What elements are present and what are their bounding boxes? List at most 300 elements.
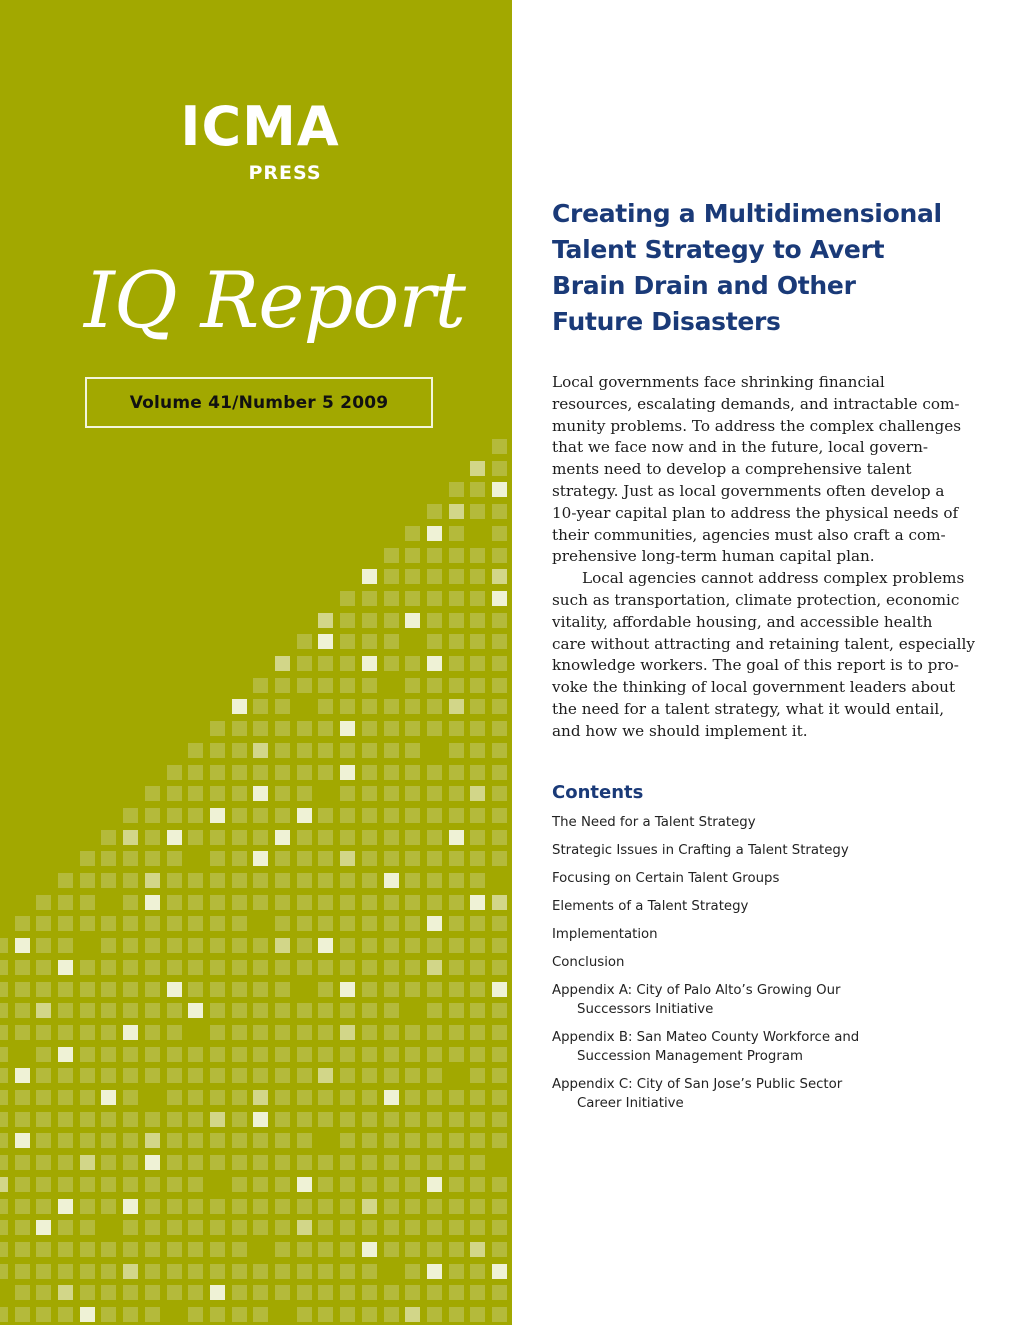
mosaic-cell (449, 721, 464, 736)
mosaic-cell (362, 613, 377, 628)
mosaic-cell (275, 830, 290, 845)
mosaic-cell (101, 1199, 116, 1214)
mosaic-cell (405, 591, 420, 606)
mosaic-cell (470, 1155, 485, 1170)
text-line: such as transportation, climate protection, economic (552, 590, 960, 609)
mosaic-cell (297, 895, 312, 910)
mosaic-cell (384, 895, 399, 910)
mosaic-cell (80, 1285, 95, 1300)
mosaic-cell (58, 1090, 73, 1105)
mosaic-cell (340, 1199, 355, 1214)
icma-press-logo (175, 95, 345, 184)
text-line: their communities, agencies must also craft a com- (552, 525, 946, 544)
mosaic-cell (123, 1047, 138, 1062)
mosaic-cell (58, 1047, 73, 1062)
mosaic-cell (384, 765, 399, 780)
mosaic-cell (384, 1112, 399, 1127)
text-line: the need for a talent strategy, what it would entail, (552, 699, 945, 718)
mosaic-cell (405, 960, 420, 975)
mosaic-cell (449, 1220, 464, 1235)
mosaic-cell (101, 1242, 116, 1257)
mosaic-cell (101, 1133, 116, 1148)
mosaic-cell (167, 808, 182, 823)
mosaic-cell (0, 1199, 8, 1214)
mosaic-cell (427, 569, 442, 584)
mosaic-cell (362, 1003, 377, 1018)
mosaic-cell (362, 851, 377, 866)
mosaic-cell (297, 1307, 312, 1322)
mosaic-cell (470, 699, 485, 714)
mosaic-cell (0, 982, 8, 997)
mosaic-cell (253, 721, 268, 736)
mosaic-cell (405, 678, 420, 693)
mosaic-cell (384, 743, 399, 758)
mosaic-cell (470, 1264, 485, 1279)
contents-item-label: Appendix A: City of Palo Alto’s Growing Our (552, 983, 841, 998)
mosaic-cell (275, 1003, 290, 1018)
mosaic-cell (232, 982, 247, 997)
mosaic-cell (58, 1285, 73, 1300)
text-line: munity problems. To address the complex challenges (552, 416, 962, 435)
mosaic-cell (427, 1025, 442, 1040)
mosaic-cell (0, 1068, 8, 1083)
mosaic-cell (384, 569, 399, 584)
mosaic-cell (384, 699, 399, 714)
mosaic-cell (297, 1177, 312, 1192)
mosaic-cell (340, 938, 355, 953)
mosaic-cell (232, 743, 247, 758)
mosaic-cell (58, 1025, 73, 1040)
mosaic-cell (384, 721, 399, 736)
mosaic-cell (58, 1220, 73, 1235)
mosaic-cell (384, 634, 399, 649)
mosaic-cell (492, 851, 507, 866)
mosaic-cell (188, 960, 203, 975)
mosaic-cell (427, 1307, 442, 1322)
mosaic-cell (340, 1264, 355, 1279)
mosaic-cell (470, 1199, 485, 1214)
mosaic-cell (340, 634, 355, 649)
mosaic-cell (253, 960, 268, 975)
mosaic-cell (427, 526, 442, 541)
mosaic-cell (36, 960, 51, 975)
contents-item (552, 813, 952, 832)
contents-item-label: Focusing on Certain Talent Groups (552, 871, 780, 886)
mosaic-cell (318, 1177, 333, 1192)
mosaic-cell (210, 1242, 225, 1257)
mosaic-cell (145, 1112, 160, 1127)
mosaic-cell (232, 916, 247, 931)
mosaic-cell (427, 1264, 442, 1279)
mosaic-cell (405, 613, 420, 628)
mosaic-cell (405, 569, 420, 584)
mosaic-cell (123, 1068, 138, 1083)
mosaic-cell (253, 808, 268, 823)
mosaic-cell (318, 938, 333, 953)
mosaic-cell (405, 873, 420, 888)
mosaic-cell (253, 982, 268, 997)
mosaic-cell (58, 1112, 73, 1127)
mosaic-cell (167, 1068, 182, 1083)
mosaic-cell (0, 938, 8, 953)
mosaic-cell (492, 1307, 507, 1322)
mosaic-cell (15, 1307, 30, 1322)
mosaic-cell (470, 548, 485, 563)
mosaic-cell (318, 613, 333, 628)
mosaic-cell (275, 916, 290, 931)
mosaic-cell (384, 1307, 399, 1322)
mosaic-cell (492, 1199, 507, 1214)
mosaic-cell (297, 808, 312, 823)
mosaic-cell (384, 1133, 399, 1148)
mosaic-cell (318, 743, 333, 758)
mosaic-cell (340, 1025, 355, 1040)
mosaic-cell (427, 938, 442, 953)
mosaic-cell (449, 1307, 464, 1322)
mosaic-cell (297, 938, 312, 953)
mosaic-cell (36, 1285, 51, 1300)
mosaic-cell (275, 1068, 290, 1083)
mosaic-cell (275, 960, 290, 975)
mosaic-cell (275, 851, 290, 866)
mosaic-cell (470, 1112, 485, 1127)
mosaic-cell (80, 1242, 95, 1257)
mosaic-cell (427, 1068, 442, 1083)
mosaic-cell (123, 808, 138, 823)
mosaic-cell (15, 1155, 30, 1170)
mosaic-cell (297, 1242, 312, 1257)
mosaic-cell (210, 938, 225, 953)
mosaic-cell (384, 851, 399, 866)
mosaic-cell (123, 895, 138, 910)
mosaic-cell (427, 1133, 442, 1148)
mosaic-cell (362, 1068, 377, 1083)
mosaic-cell (384, 916, 399, 931)
mosaic-cell (15, 1025, 30, 1040)
mosaic-cell (58, 1264, 73, 1279)
mosaic-cell (492, 1177, 507, 1192)
mosaic-cell (384, 808, 399, 823)
mosaic-cell (362, 1047, 377, 1062)
mosaic-cell (210, 1112, 225, 1127)
mosaic-cell (449, 765, 464, 780)
mosaic-cell (470, 678, 485, 693)
text-line: resources, escalating demands, and intractable com- (552, 394, 960, 413)
mosaic-cell (210, 1090, 225, 1105)
mosaic-cell (58, 1133, 73, 1148)
mosaic-cell (297, 1068, 312, 1083)
mosaic-cell (123, 1177, 138, 1192)
mosaic-cell (123, 1242, 138, 1257)
mosaic-cell (492, 916, 507, 931)
mosaic-cell (318, 1155, 333, 1170)
mosaic-cell (15, 960, 30, 975)
mosaic-cell (275, 721, 290, 736)
mosaic-cell (58, 938, 73, 953)
mosaic-cell (318, 1025, 333, 1040)
mosaic-cell (101, 982, 116, 997)
mosaic-cell (188, 873, 203, 888)
mosaic-cell (232, 1307, 247, 1322)
mosaic-cell (340, 699, 355, 714)
mosaic-cell (470, 1177, 485, 1192)
mosaic-cell (297, 634, 312, 649)
mosaic-cell (210, 808, 225, 823)
mosaic-cell (167, 1155, 182, 1170)
mosaic-cell (123, 1307, 138, 1322)
mosaic-cell (427, 1285, 442, 1300)
mosaic-cell (492, 721, 507, 736)
mosaic-cell (384, 786, 399, 801)
mosaic-cell (167, 1025, 182, 1040)
mosaic-cell (405, 548, 420, 563)
mosaic-cell (253, 895, 268, 910)
mosaic-cell (210, 786, 225, 801)
mosaic-cell (340, 1090, 355, 1105)
text-line: strategy. Just as local governments often develop a (552, 481, 945, 500)
mosaic-cell (232, 699, 247, 714)
mosaic-cell (340, 1155, 355, 1170)
mosaic-cell (101, 851, 116, 866)
mosaic-cell (427, 851, 442, 866)
mosaic-cell (253, 1112, 268, 1127)
mosaic-cell (80, 873, 95, 888)
text-line: prehensive long-term human capital plan. (552, 547, 875, 566)
mosaic-cell (275, 1177, 290, 1192)
mosaic-cell (384, 1025, 399, 1040)
contents-item (552, 1075, 952, 1113)
mosaic-cell (318, 895, 333, 910)
mosaic-cell (145, 873, 160, 888)
mosaic-cell (232, 765, 247, 780)
mosaic-cell (405, 1112, 420, 1127)
mosaic-cell (318, 873, 333, 888)
mosaic-cell (253, 1068, 268, 1083)
mosaic-cell (362, 656, 377, 671)
mosaic-cell (405, 721, 420, 736)
mosaic-cell (101, 1025, 116, 1040)
mosaic-cell (318, 634, 333, 649)
mosaic-cell (470, 461, 485, 476)
mosaic-cell (470, 482, 485, 497)
mosaic-cell (362, 960, 377, 975)
mosaic-cell (232, 1047, 247, 1062)
mosaic-cell (275, 1155, 290, 1170)
mosaic-cell (297, 743, 312, 758)
mosaic-cell (405, 1242, 420, 1257)
mosaic-cell (80, 1177, 95, 1192)
mosaic-cell (405, 1068, 420, 1083)
mosaic-cell (167, 1285, 182, 1300)
mosaic-cell (253, 1177, 268, 1192)
mosaic-cell (492, 938, 507, 953)
mosaic-cell (492, 482, 507, 497)
mosaic-cell (253, 765, 268, 780)
mosaic-cell (492, 634, 507, 649)
mosaic-cell (0, 1242, 8, 1257)
mosaic-cell (188, 765, 203, 780)
mosaic-cell (210, 1155, 225, 1170)
mosaic-cell (405, 526, 420, 541)
mosaic-cell (470, 1242, 485, 1257)
mosaic-cell (253, 699, 268, 714)
mosaic-cell (232, 830, 247, 845)
mosaic-cell (340, 678, 355, 693)
mosaic-cell (384, 1003, 399, 1018)
mosaic-cell (340, 743, 355, 758)
mosaic-cell (253, 1025, 268, 1040)
mosaic-cell (470, 504, 485, 519)
mosaic-cell (253, 1264, 268, 1279)
mosaic-cell (384, 591, 399, 606)
mosaic-cell (80, 895, 95, 910)
mosaic-cell (15, 1068, 30, 1083)
mosaic-cell (470, 1090, 485, 1105)
mosaic-cell (36, 938, 51, 953)
mosaic-cell (210, 1047, 225, 1062)
mosaic-cell (210, 895, 225, 910)
mosaic-cell (492, 1133, 507, 1148)
mosaic-cell (449, 1090, 464, 1105)
mosaic-cell (492, 656, 507, 671)
mosaic-cell (275, 1047, 290, 1062)
mosaic-cell (384, 1090, 399, 1105)
mosaic-cell (427, 786, 442, 801)
mosaic-cell (15, 1177, 30, 1192)
mosaic-cell (362, 634, 377, 649)
mosaic-cell (80, 1068, 95, 1083)
mosaic-cell (470, 1307, 485, 1322)
mosaic-cell (427, 873, 442, 888)
mosaic-cell (123, 1090, 138, 1105)
logo-wordmark: ICMA (180, 95, 340, 158)
mosaic-cell (492, 830, 507, 845)
mosaic-cell (492, 439, 507, 454)
mosaic-cell (340, 982, 355, 997)
mosaic-cell (101, 1003, 116, 1018)
mosaic-cell (470, 982, 485, 997)
mosaic-cell (449, 1047, 464, 1062)
mosaic-cell (470, 786, 485, 801)
mosaic-cell (232, 1242, 247, 1257)
mosaic-cell (362, 1177, 377, 1192)
mosaic-cell (318, 1112, 333, 1127)
mosaic-cell (427, 1003, 442, 1018)
mosaic-cell (492, 1220, 507, 1235)
mosaic-cell (123, 1220, 138, 1235)
mosaic-cell (188, 1047, 203, 1062)
contents-item (552, 869, 952, 888)
mosaic-cell (470, 656, 485, 671)
mosaic-cell (362, 1285, 377, 1300)
mosaic-cell (297, 873, 312, 888)
mosaic-cell (275, 743, 290, 758)
mosaic-cell (470, 916, 485, 931)
mosaic-cell (15, 1242, 30, 1257)
mosaic-cell (492, 1112, 507, 1127)
mosaic-cell (145, 1307, 160, 1322)
mosaic-cell (232, 1155, 247, 1170)
mosaic-cell (449, 873, 464, 888)
mosaic-cell (492, 1003, 507, 1018)
mosaic-cell (470, 873, 485, 888)
mosaic-cell (492, 613, 507, 628)
mosaic-cell (427, 808, 442, 823)
intro-paragraph-1 (552, 372, 962, 568)
mosaic-cell (210, 1307, 225, 1322)
mosaic-cell (405, 1025, 420, 1040)
mosaic-cell (405, 699, 420, 714)
mosaic-cell (275, 656, 290, 671)
mosaic-cell (80, 1090, 95, 1105)
mosaic-cell (145, 808, 160, 823)
mosaic-cell (318, 1220, 333, 1235)
mosaic-cell (492, 699, 507, 714)
mosaic-cell (340, 1220, 355, 1235)
mosaic-cell (101, 1068, 116, 1083)
mosaic-cell (318, 699, 333, 714)
mosaic-cell (123, 982, 138, 997)
mosaic-cell (318, 1047, 333, 1062)
mosaic-cell (427, 1220, 442, 1235)
mosaic-cell (58, 1068, 73, 1083)
mosaic-cell (384, 830, 399, 845)
mosaic-cell (297, 1003, 312, 1018)
mosaic-cell (427, 1242, 442, 1257)
mosaic-cell (0, 1177, 8, 1192)
mosaic-cell (15, 1003, 30, 1018)
mosaic-cell (405, 851, 420, 866)
mosaic-cell (427, 591, 442, 606)
mosaic-cell (275, 938, 290, 953)
mosaic-cell (405, 1220, 420, 1235)
mosaic-cell (340, 1112, 355, 1127)
mosaic-cell (470, 851, 485, 866)
mosaic-cell (297, 786, 312, 801)
mosaic-cell (15, 1220, 30, 1235)
mosaic-cell (101, 916, 116, 931)
mosaic-cell (318, 678, 333, 693)
mosaic-cell (188, 808, 203, 823)
mosaic-cell (167, 895, 182, 910)
intro-text (552, 372, 975, 743)
mosaic-cell (384, 873, 399, 888)
title-line: Future Disasters (552, 307, 781, 336)
mosaic-cell (384, 960, 399, 975)
mosaic-cell (210, 830, 225, 845)
mosaic-cell (318, 808, 333, 823)
mosaic-cell (449, 895, 464, 910)
mosaic-cell (167, 1133, 182, 1148)
mosaic-cell (145, 916, 160, 931)
mosaic-cell (318, 721, 333, 736)
mosaic-cell (275, 699, 290, 714)
mosaic-cell (449, 1155, 464, 1170)
mosaic-cell (492, 1090, 507, 1105)
mosaic-cell (340, 1242, 355, 1257)
contents-item-continuation: Succession Management Program (577, 1049, 803, 1064)
mosaic-cell (232, 1264, 247, 1279)
mosaic-cell (36, 1047, 51, 1062)
mosaic-cell (362, 873, 377, 888)
text-line: that we face now and in the future, local govern- (552, 438, 929, 457)
contents-item (552, 1028, 952, 1066)
mosaic-cell (449, 1133, 464, 1148)
title-line: Brain Drain and Other (552, 271, 856, 300)
mosaic-cell (405, 1090, 420, 1105)
mosaic-cell (297, 1199, 312, 1214)
mosaic-cell (318, 982, 333, 997)
